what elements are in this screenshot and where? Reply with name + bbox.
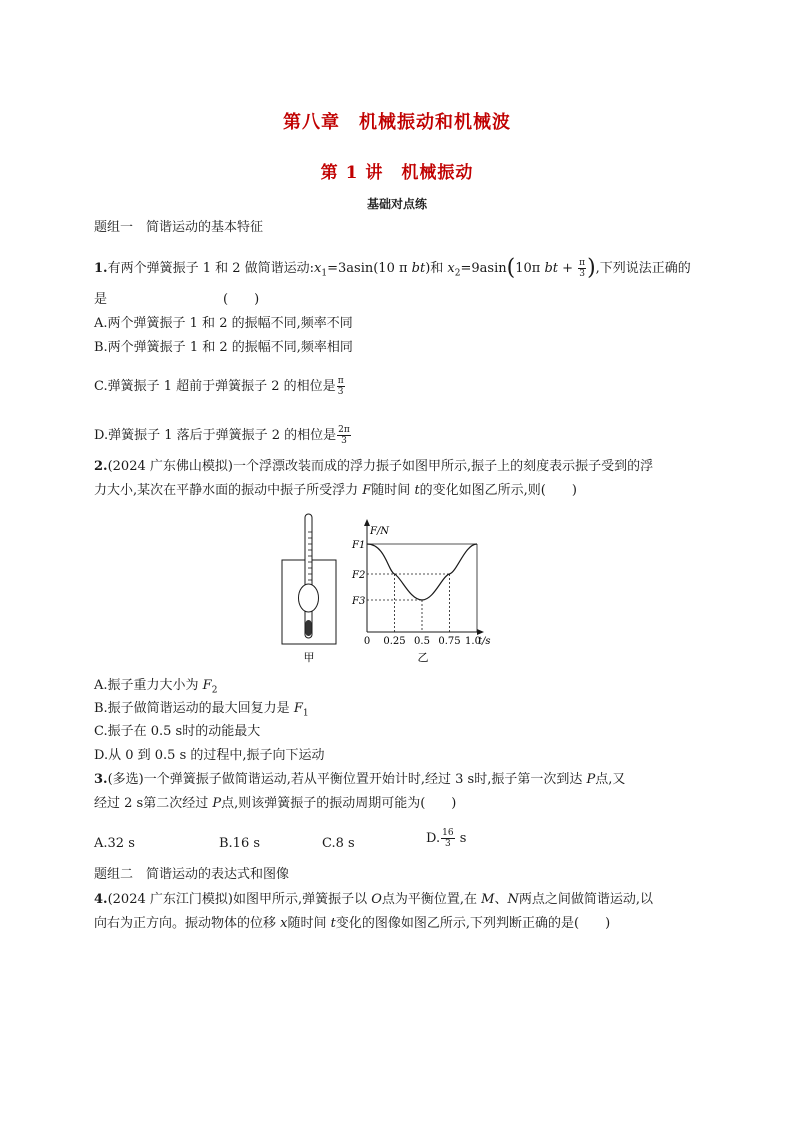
- q3-line1-P: P: [586, 772, 596, 787]
- graph-x-arrow: [477, 629, 484, 635]
- q3-option-d-fraction: [441, 828, 454, 849]
- q2-number: 2.: [94, 459, 108, 474]
- q1-close-paren: ): [587, 255, 596, 281]
- q1-x2-symbol: x: [447, 261, 455, 276]
- graph-y-arrow: [364, 519, 370, 526]
- graph-y-tick-F1: F1: [352, 540, 366, 551]
- q4-line1a: (2024 广东江门模拟)如图甲所示,弹簧振子以: [107, 892, 372, 907]
- q1-stem-line2: [94, 290, 107, 310]
- q4-line1d: 两点之间做简谐运动,以: [518, 892, 653, 907]
- q2-option-a-F: F: [202, 678, 212, 693]
- q4-line2c: 变化的图像如图乙所示,下列判断正确的是( ): [335, 916, 611, 931]
- q4-number: 4.: [94, 892, 108, 907]
- q3-option-b[interactable]: B.16 s: [219, 836, 261, 851]
- q3-line2a: 经过 2 s第二次经过: [94, 796, 213, 811]
- figure-label-right: 乙: [417, 651, 429, 664]
- q3-option-d[interactable]: [426, 828, 466, 849]
- float-weight: [306, 620, 312, 636]
- q1-open-paren: (: [506, 255, 516, 281]
- q1-x1-close: )和: [425, 261, 448, 276]
- q4-line2a: 向右为正方向。振动物体的位移: [94, 916, 281, 931]
- q3-option-d-num: 16: [442, 828, 454, 838]
- q2-line2-F: F: [362, 483, 372, 498]
- q1-option-d-den: 3: [341, 436, 347, 446]
- q1-option-c-den: 3: [337, 387, 344, 397]
- q1-phase-fraction: [578, 258, 586, 279]
- q2-option-b-sub: 1: [302, 708, 309, 719]
- figure-label-left: 甲: [303, 651, 315, 664]
- group2-label: 题组二 简谐运动的表达式和图像: [94, 867, 290, 882]
- q1-x1-b: bt: [411, 261, 426, 276]
- q2-option-a[interactable]: [94, 676, 217, 701]
- q1-answer-bracket: ( ): [223, 292, 260, 307]
- q1-x2-b: bt: [544, 261, 558, 276]
- q1-option-d-text: D.弹簧振子 1 落后于弹簧振子 2 的相位是: [94, 428, 337, 443]
- q2-option-b-text: B.振子做简谐运动的最大回复力是: [94, 701, 294, 716]
- q3-number: 3.: [94, 772, 108, 787]
- q3-option-d-unit: s: [459, 831, 467, 846]
- q4-stem-line2: [94, 914, 610, 934]
- q1-x1-sub: 1: [321, 268, 328, 279]
- group1-label: 题组一 简谐运动的基本特征: [94, 220, 264, 235]
- q2-stem-line1: [94, 457, 653, 477]
- q3-stem-line2: [94, 794, 456, 814]
- q4-line1b: 点为平衡位置,在: [381, 892, 482, 907]
- q1-option-c[interactable]: [94, 376, 346, 397]
- q2-line2-t: t: [414, 483, 420, 498]
- q4-line2-x: x: [280, 916, 288, 931]
- q4-line2b: 随时间: [287, 916, 331, 931]
- q4-line1c: 、: [494, 892, 508, 907]
- graph-y-tick-F2: F2: [352, 570, 366, 581]
- float-bulb: [299, 584, 319, 612]
- q2-option-b-F: F: [293, 701, 303, 716]
- graph-y-tick-F3: F3: [352, 596, 366, 607]
- q2-stem-line2: [94, 481, 577, 501]
- section-heading: 基础对点练: [366, 197, 427, 211]
- q1-phase-num: π: [579, 258, 586, 268]
- q1-option-d[interactable]: [94, 425, 352, 446]
- q3-line2b: 点,则该弹簧振子的振动周期可能为( ): [221, 796, 457, 811]
- q1-text-c: 是: [94, 292, 108, 307]
- q4-line2-t: t: [330, 916, 336, 931]
- q1-phase-den: 3: [579, 269, 585, 279]
- lesson-title: 第 1 讲 机械振动: [320, 163, 474, 183]
- q1-text-a: 有两个弹簧振子 1 和 2 做简谐运动:: [107, 261, 315, 276]
- q1-x2-sub: 2: [454, 268, 461, 279]
- q1-x2-rest: asin: [479, 261, 507, 276]
- q1-number: 1.: [94, 261, 108, 276]
- q1-option-c-text: C.弹簧振子 1 超前于弹簧振子 2 的相位是: [94, 379, 336, 394]
- q3-line2-P: P: [212, 796, 222, 811]
- q2-line2a: 力大小,某次在平静水面的振动中振子所受浮力: [94, 483, 363, 498]
- graph-x-title: t/s: [478, 636, 491, 647]
- q1-x2-inner: 10π: [515, 261, 545, 276]
- q1-x2-eq: =9: [460, 261, 480, 276]
- float-stem: [305, 514, 312, 638]
- q1-text-b: ,下列说法正确的: [595, 261, 691, 276]
- q2-line1-text: (2024 广东佛山模拟)一个浮漂改装而成的浮力振子如图甲所示,振子上的刻度表示振子受到的浮: [107, 459, 654, 474]
- q1-option-b[interactable]: B.两个弹簧振子 1 和 2 的振幅不同,频率相同: [94, 340, 353, 355]
- q1-option-c-fraction: [337, 376, 345, 397]
- q2-line2c: 的变化如图乙所示,则( ): [419, 483, 577, 498]
- q1-x1-symbol: x: [314, 261, 322, 276]
- q1-option-a[interactable]: A.两个弹簧振子 1 和 2 的振幅不同,频率不同: [94, 316, 353, 331]
- graph-x-tick-0: 0: [363, 636, 371, 647]
- q4-line1-O: O: [371, 892, 382, 907]
- q4-line1-N: N: [507, 892, 519, 907]
- chapter-title: 第八章 机械振动和机械波: [283, 112, 511, 133]
- q1-option-d-fraction: [337, 425, 351, 446]
- q3-option-d-den: 3: [444, 839, 451, 849]
- q3-line1a: (多选)一个弹簧振子做简谐运动,若从平衡位置开始计时,经过 3 s时,振子第一次到达: [107, 772, 587, 787]
- q1-x1-eq: =3: [327, 261, 347, 276]
- graph-x-tick-05: 0.5: [414, 636, 430, 647]
- q1-x1-rest: asin(10 π: [346, 261, 412, 276]
- graph-force-curve: [367, 544, 477, 600]
- q3-stem-line1: [94, 770, 625, 790]
- graph-x-tick-075: 0.75: [438, 636, 461, 647]
- q2-figure: [270, 508, 520, 668]
- q1-stem-line1: [94, 255, 691, 284]
- q4-stem-line1: [94, 890, 653, 910]
- graph-x-tick-025: 0.25: [383, 636, 406, 647]
- q2-option-b[interactable]: [94, 699, 309, 724]
- q1-option-c-num: π: [337, 376, 344, 386]
- q4-line1-M: M: [481, 892, 495, 907]
- q1-option-d-num: 2π: [338, 425, 350, 435]
- graph-x-tick-10: 1.0: [465, 636, 481, 647]
- q2-option-d[interactable]: D.从 0 到 0.5 s 的过程中,振子向下运动: [94, 748, 325, 763]
- q2-option-a-sub: 2: [211, 685, 218, 696]
- q1-x2-plus: +: [557, 261, 578, 276]
- q3-option-d-prefix: D.: [426, 831, 441, 846]
- q2-line2b: 随时间: [371, 483, 415, 498]
- graph-y-title: F/N: [370, 526, 390, 537]
- q2-option-c[interactable]: C.振子在 0.5 s时的动能最大: [94, 724, 261, 739]
- q3-line1b: 点,又: [595, 772, 626, 787]
- q2-option-a-text: A.振子重力大小为: [94, 678, 203, 693]
- q3-option-c[interactable]: C.8 s: [322, 836, 355, 851]
- q3-option-a[interactable]: A.32 s: [94, 836, 135, 851]
